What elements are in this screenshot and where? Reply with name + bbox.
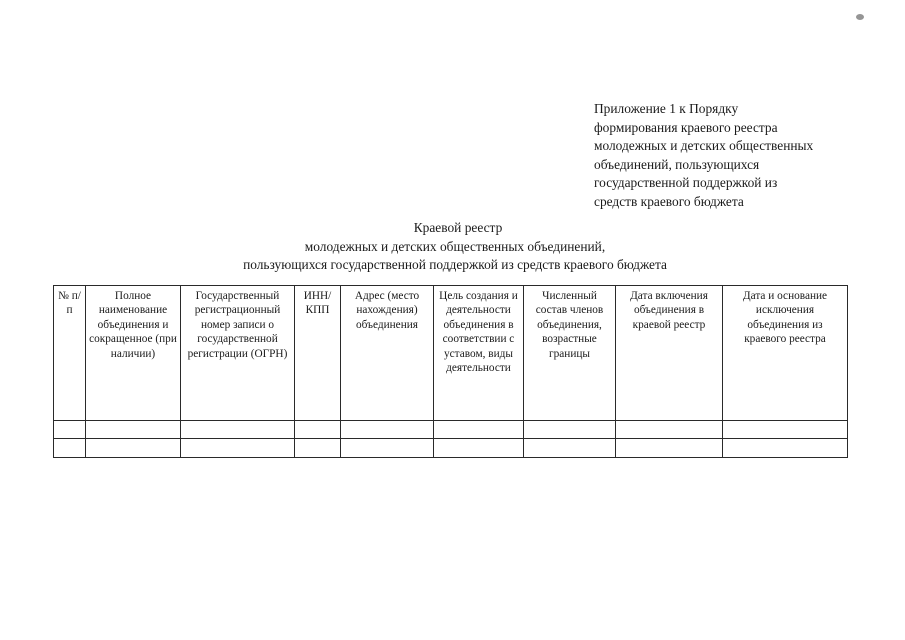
document-title [150,219,760,275]
appendix-line: формирования краевого реестра [594,119,778,135]
table-cell [524,421,616,439]
table-header-row [54,286,848,421]
table-cell [86,421,181,439]
column-header-address [341,286,434,421]
table-cell [54,421,86,439]
column-header-label: Адрес (место нахождения) объединения [354,290,420,331]
column-header-exclusion [723,286,848,421]
title-line: Краевой реестр [413,220,503,235]
column-header-label: Дата и основание исключения объединения из краевого реестра [742,290,828,346]
column-header-label: ИНН/ КПП [303,290,332,317]
table-cell [616,439,723,458]
appendix-line: молодежных и детских общественных [594,138,814,153]
appendix-note [594,100,864,211]
column-header-label: Дата включения объединения в краевой реестр [630,290,708,331]
table-cell [86,439,181,458]
column-header-full-name [86,286,181,421]
table-cell [295,439,341,458]
table-cell [616,421,723,439]
column-header-label: Государственный регистрационный номер записи о государственной регистрации (ОГРН) [187,290,288,360]
table-cell [434,439,524,458]
title-line: пользующихся государственной поддержкой из средств краевого бюджета [243,257,667,272]
appendix-line: средств краевого бюджета [594,193,744,209]
table-cell [341,439,434,458]
scan-mark [856,14,864,20]
column-header-label: № п/п [58,290,81,317]
appendix-line: государственной поддержкой из [594,175,778,190]
table-cell [723,421,848,439]
column-header-label: Полное наименование объединения и сокращенное (при наличии) [89,290,177,360]
table-cell [295,421,341,439]
appendix-line: объединений, пользующихся [594,156,760,172]
appendix-line: Приложение 1 к Порядку [594,101,739,116]
column-header-inclusion-date [616,286,723,421]
table-cell [54,439,86,458]
column-header-inn-kpp [295,286,341,421]
table-row [54,421,848,439]
table-cell [181,439,295,458]
column-header-membership [524,286,616,421]
column-header-label: Цель создания и деятельности объединения в соответствии с уставом, виды деятельности [439,290,518,375]
registry-table [53,285,848,458]
table-cell [723,439,848,458]
table-cell [524,439,616,458]
column-header-ogrn [181,286,295,421]
column-header-number [54,286,86,421]
table-cell [181,421,295,439]
column-header-label: Численный состав членов объединения, возрастные границы [535,290,604,360]
table-cell [434,421,524,439]
column-header-purpose [434,286,524,421]
table-cell [341,421,434,439]
title-line: молодежных и детских общественных объединений, [304,238,606,254]
table-row [54,439,848,458]
